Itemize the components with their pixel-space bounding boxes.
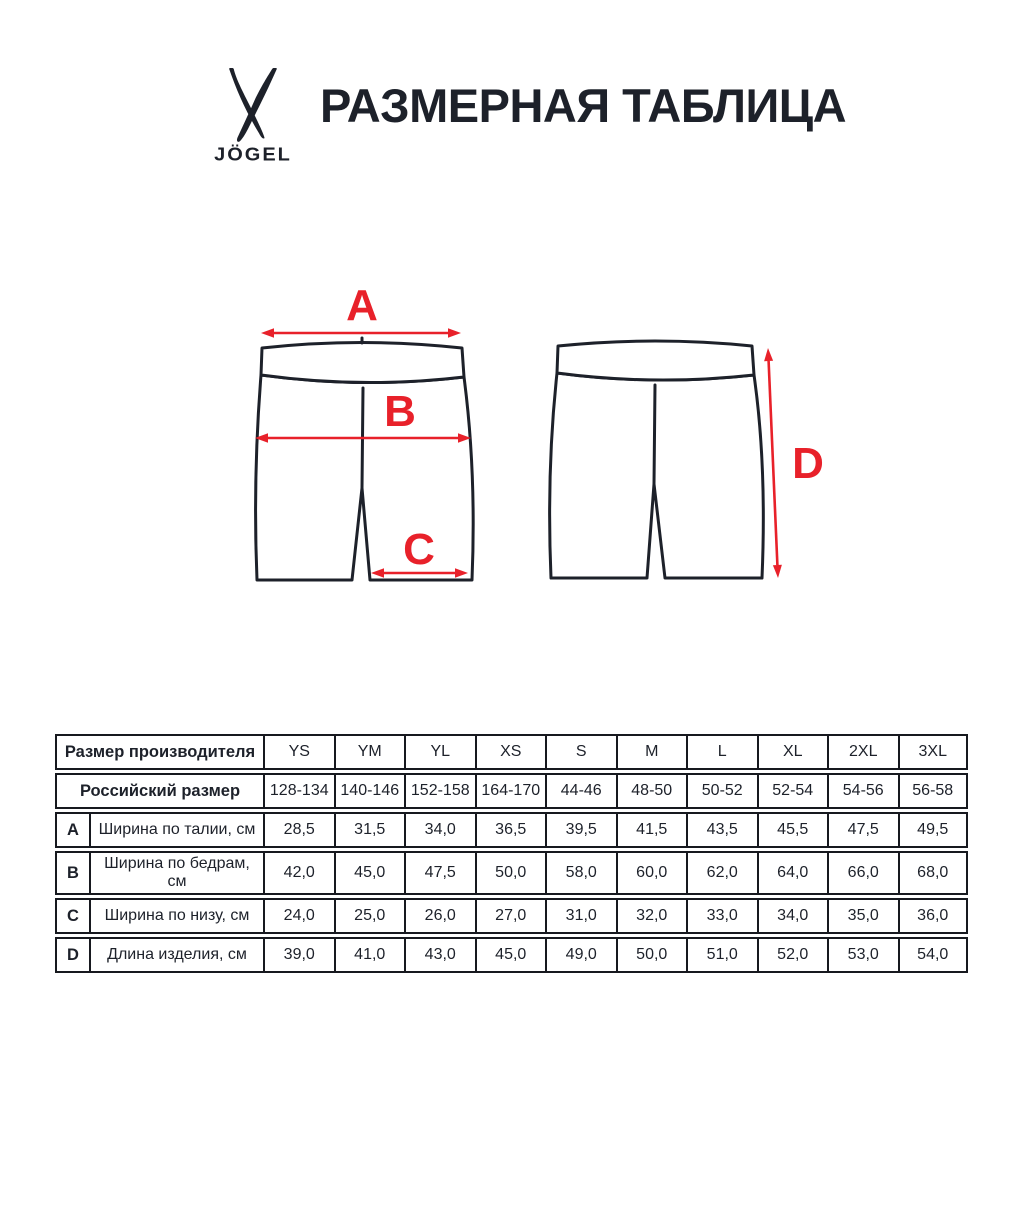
measurement-value-cell: 39,0 xyxy=(263,937,334,973)
measurement-value-cell: 39,5 xyxy=(545,812,616,848)
producer-size-cell: YL xyxy=(404,734,475,770)
dim-arrow-d xyxy=(764,348,782,578)
russian-size-cell: 128-134 xyxy=(263,773,334,809)
producer-size-cell: YM xyxy=(334,734,405,770)
measurement-value-cell: 28,5 xyxy=(263,812,334,848)
russian-size-cell: 54-56 xyxy=(827,773,898,809)
size-table-body xyxy=(55,734,968,973)
measurement-value-cell: 60,0 xyxy=(616,851,687,895)
measurement-value-cell: 43,0 xyxy=(404,937,475,973)
measurement-value-cell: 31,0 xyxy=(545,898,616,934)
measurement-value-cell: 36,0 xyxy=(898,898,969,934)
russian-size-cell: 152-158 xyxy=(404,773,475,809)
measurement-row xyxy=(55,898,968,934)
measurement-value-cell: 43,5 xyxy=(686,812,757,848)
jogel-logo-word: JÖGEL xyxy=(214,144,292,166)
measurement-value-cell: 45,0 xyxy=(334,851,405,895)
size-table xyxy=(55,731,968,976)
measurement-value-cell: 32,0 xyxy=(616,898,687,934)
measurement-value-cell: 50,0 xyxy=(475,851,546,895)
shorts-back-outline xyxy=(550,341,764,578)
measurement-row xyxy=(55,937,968,973)
dim-label-a: A xyxy=(346,281,378,330)
producer-size-cell: S xyxy=(545,734,616,770)
shorts-front-outline xyxy=(256,338,474,580)
dim-label-c: C xyxy=(403,525,435,574)
measurement-row xyxy=(55,812,968,848)
producer-size-cell: XL xyxy=(757,734,828,770)
measurement-parameter-cell: Ширина по бедрам, см xyxy=(89,851,263,895)
measurement-value-cell: 58,0 xyxy=(545,851,616,895)
producer-size-row xyxy=(55,734,968,770)
russian-size-row xyxy=(55,773,968,809)
dim-label-d: D xyxy=(792,439,824,488)
measurement-value-cell: 25,0 xyxy=(334,898,405,934)
measurement-value-cell: 24,0 xyxy=(263,898,334,934)
measurement-letter-cell: B xyxy=(55,851,89,895)
producer-size-cell: YS xyxy=(263,734,334,770)
measurement-value-cell: 49,5 xyxy=(898,812,969,848)
russian-size-cell: 44-46 xyxy=(545,773,616,809)
measurement-value-cell: 54,0 xyxy=(898,937,969,973)
measurement-value-cell: 62,0 xyxy=(686,851,757,895)
measurement-value-cell: 31,5 xyxy=(334,812,405,848)
measurement-value-cell: 49,0 xyxy=(545,937,616,973)
shorts-front-diagram xyxy=(248,278,480,590)
measurement-value-cell: 42,0 xyxy=(263,851,334,895)
measurement-value-cell: 36,5 xyxy=(475,812,546,848)
jogel-logo-mark xyxy=(214,68,292,142)
measurement-value-cell: 66,0 xyxy=(827,851,898,895)
russian-size-cell: 52-54 xyxy=(757,773,828,809)
measurement-value-cell: 34,0 xyxy=(757,898,828,934)
measurement-letter-cell: A xyxy=(55,812,89,848)
measurement-value-cell: 26,0 xyxy=(404,898,475,934)
measurement-value-cell: 35,0 xyxy=(827,898,898,934)
measurement-value-cell: 53,0 xyxy=(827,937,898,973)
measurement-letter-cell: C xyxy=(55,898,89,934)
measurement-parameter-cell: Длина изделия, см xyxy=(89,937,263,973)
producer-size-label: Размер производителя xyxy=(55,734,263,770)
measurement-parameter-cell: Ширина по талии, см xyxy=(89,812,263,848)
measurement-value-cell: 64,0 xyxy=(757,851,828,895)
measurement-value-cell: 27,0 xyxy=(475,898,546,934)
measurement-value-cell: 45,5 xyxy=(757,812,828,848)
russian-size-cell: 48-50 xyxy=(616,773,687,809)
measurement-value-cell: 47,5 xyxy=(827,812,898,848)
measurement-value-cell: 41,0 xyxy=(334,937,405,973)
measurement-value-cell: 33,0 xyxy=(686,898,757,934)
measurement-value-cell: 47,5 xyxy=(404,851,475,895)
producer-size-cell: XS xyxy=(475,734,546,770)
measurement-value-cell: 50,0 xyxy=(616,937,687,973)
measurement-value-cell: 52,0 xyxy=(757,937,828,973)
producer-size-cell: 2XL xyxy=(827,734,898,770)
dim-label-b: B xyxy=(384,387,416,436)
russian-size-cell: 140-146 xyxy=(334,773,405,809)
measurement-value-cell: 51,0 xyxy=(686,937,757,973)
shorts-back-diagram xyxy=(545,278,845,590)
jogel-logo xyxy=(203,68,303,167)
measurement-value-cell: 34,0 xyxy=(404,812,475,848)
russian-size-cell: 56-58 xyxy=(898,773,969,809)
page-title: РАЗМЕРНАЯ ТАБЛИЦА xyxy=(320,79,847,132)
russian-size-label: Российский размер xyxy=(55,773,263,809)
russian-size-cell: 50-52 xyxy=(686,773,757,809)
measurement-value-cell: 41,5 xyxy=(616,812,687,848)
producer-size-cell: L xyxy=(686,734,757,770)
measurement-parameter-cell: Ширина по низу, см xyxy=(89,898,263,934)
russian-size-cell: 164-170 xyxy=(475,773,546,809)
measurement-value-cell: 45,0 xyxy=(475,937,546,973)
producer-size-cell: M xyxy=(616,734,687,770)
producer-size-cell: 3XL xyxy=(898,734,969,770)
measurement-letter-cell: D xyxy=(55,937,89,973)
measurement-row xyxy=(55,851,968,895)
measurement-value-cell: 68,0 xyxy=(898,851,969,895)
